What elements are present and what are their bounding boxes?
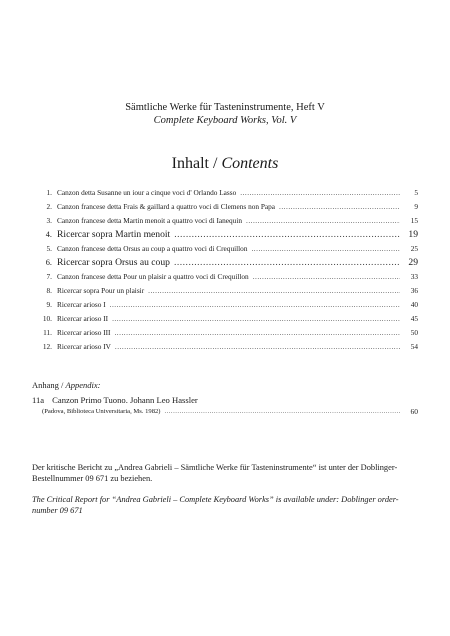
appendix-heading-german: Anhang / [32, 380, 66, 390]
appendix-entry [32, 394, 418, 406]
toc-entry [32, 312, 418, 326]
appendix-page-number: 60 [410, 407, 418, 416]
toc-entry-page-number: 40 [410, 300, 418, 309]
toc-entry-title: Ricercar arioso IV [57, 342, 111, 351]
toc-entry-title: Ricercar arioso I [57, 300, 106, 309]
dot-leader [174, 256, 400, 270]
toc-entry-page-number: 15 [410, 216, 418, 225]
toc-entry-page-number: 45 [410, 314, 418, 323]
dot-leader [114, 326, 400, 340]
dot-leader [251, 242, 400, 256]
appendix-section [32, 379, 418, 418]
title-german: Inhalt / [171, 155, 218, 172]
appendix-source-row [32, 406, 418, 418]
toc-entry-number: 2. [46, 202, 52, 211]
toc-entry-title: Ricercar arioso II [57, 314, 109, 323]
critical-report-note-english: The Critical Report for “Andrea Gabrieli – Complete Keyboard Works” is available under: Doblinger order-number 09 671 [32, 495, 399, 515]
dot-leader [115, 340, 400, 354]
toc-entry-page-number: 25 [410, 244, 418, 253]
toc-entry-number: 12. [42, 342, 52, 351]
dot-leader [148, 284, 400, 298]
toc-entry [32, 200, 418, 214]
toc-entry [32, 242, 418, 256]
toc-entry [32, 228, 418, 242]
dot-leader [174, 228, 400, 242]
toc-entry-number: 6. [45, 258, 52, 267]
toc-entry-number: 3. [46, 216, 52, 225]
appendix-heading [32, 379, 418, 391]
toc-entry-page-number: 50 [410, 328, 418, 337]
toc-entry-number: 7. [46, 272, 52, 281]
toc-entry-number: 1. [46, 188, 52, 197]
toc-entry-number: 5. [46, 244, 52, 253]
toc-entry-title: Ricercar arioso III [57, 328, 111, 337]
toc-entry-title: Ricercar sopra Orsus au coup [57, 257, 170, 268]
toc-entry-title: Ricercar sopra Pour un plaisir [57, 286, 145, 295]
toc-entry [32, 186, 418, 200]
toc-entry-page-number: 29 [408, 257, 418, 268]
toc-entry-page-number: 19 [408, 229, 418, 240]
toc-entry-page-number: 54 [410, 342, 418, 351]
toc-entry-page-number: 33 [410, 272, 418, 281]
toc-entry-number: 11. [43, 328, 52, 337]
toc-entry [32, 256, 418, 270]
toc-entry-title: Canzon detta Susanne un iour a cinque voci d' Orlando Lasso [57, 188, 237, 197]
page-title [0, 155, 450, 173]
toc-entry-page-number: 9 [414, 202, 418, 211]
toc-entry-title: Ricercar sopra Martin menoit [57, 229, 171, 240]
critical-report-note-german: Der kritische Bericht zu „Andrea Gabrieli – Sämtliche Werke für Tasteninstrumente“ ist unter der Doblinger-Bestellnummer 09 671 zu beziehen. [32, 463, 398, 483]
appendix-entry-number: 11a [32, 395, 45, 405]
dot-leader [240, 186, 400, 200]
toc-entry-number: 8. [46, 286, 52, 295]
toc-entry [32, 284, 418, 298]
volume-title-english: Complete Keyboard Works, Vol. V [153, 115, 297, 126]
toc-entry-page-number: 36 [410, 286, 418, 295]
appendix-source: (Padova, Biblioteca Universitaria, Ms. 1982) [42, 408, 161, 415]
toc-entry-number: 10. [42, 314, 52, 323]
toc-entry-title: Canzon francese detta Martin menoit a quattro voci di Ianequin [57, 216, 242, 225]
table-of-contents [32, 186, 418, 354]
volume-title-german: Sämtliche Werke für Tasteninstrumente, Heft V [125, 102, 325, 113]
toc-entry-title: Canzon francese detta Frais & gaillard a quattro voci di Clemens non Papa [57, 202, 276, 211]
toc-entry [32, 340, 418, 354]
toc-entry-number: 9. [46, 300, 52, 309]
title-english: Contents [221, 155, 279, 172]
dot-leader [164, 406, 400, 418]
toc-entry [32, 214, 418, 228]
toc-entry [32, 326, 418, 340]
dot-leader [253, 270, 400, 284]
dot-leader [110, 298, 400, 312]
dot-leader [246, 214, 400, 228]
dot-leader [112, 312, 400, 326]
appendix-entry-title: Canzon Primo Tuono. Johann Leo Hassler [52, 395, 198, 405]
toc-entry-title: Canzon francese detta Pour un plaisir a quattro voci di Crequillon [57, 272, 249, 281]
toc-entry [32, 298, 418, 312]
volume-header [0, 101, 450, 127]
toc-entry-number: 4. [45, 230, 52, 239]
toc-entry [32, 270, 418, 284]
toc-entry-page-number: 5 [414, 188, 418, 197]
dot-leader [279, 200, 400, 214]
appendix-heading-english: Appendix: [65, 380, 101, 390]
toc-entry-title: Canzon francese detta Orsus au coup a quattro voci di Crequillon [57, 244, 248, 253]
